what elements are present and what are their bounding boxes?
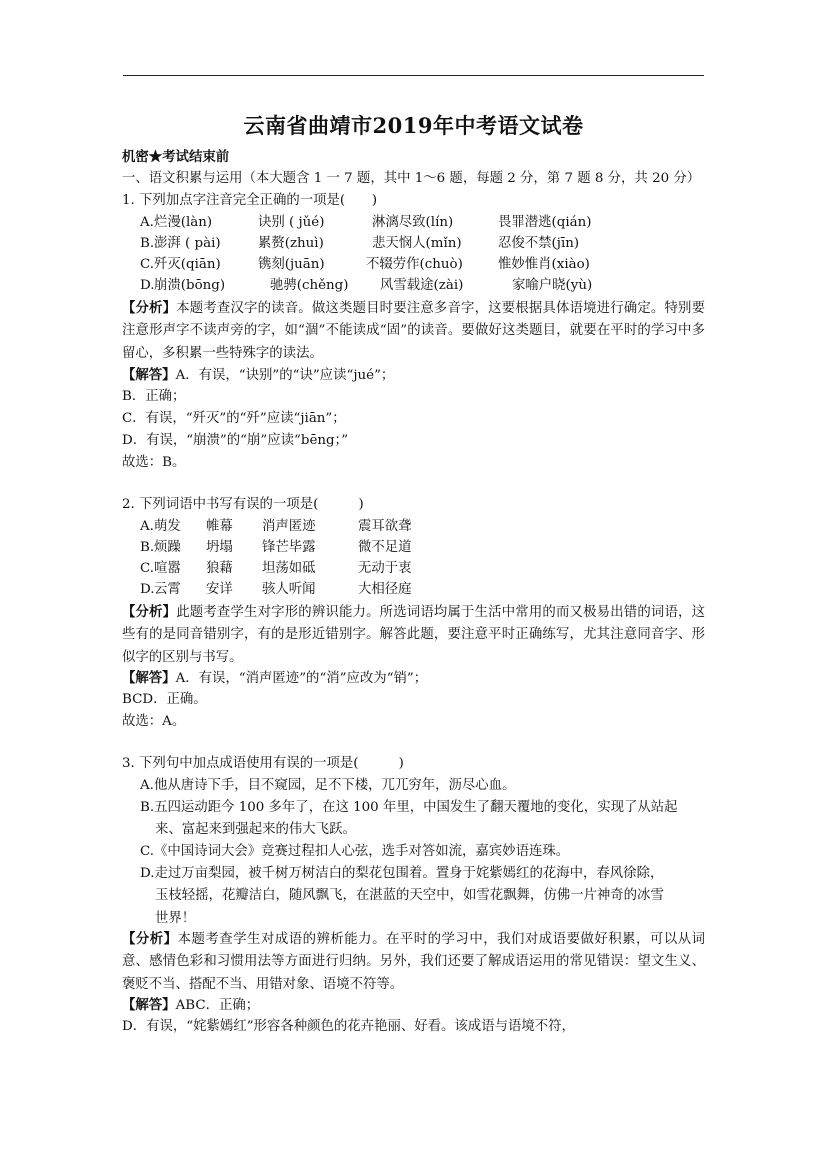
answer-line: A．有误，“诀别”的“诀”应读“jué”； [175,368,395,383]
option-label: C. [140,257,155,272]
option-word: 安详 [206,582,233,597]
option-label: A. [140,778,154,793]
answer-tag: 【解答】 [122,997,176,1013]
answer-line: 故选：A。 [122,714,186,729]
q1-analysis [122,297,705,365]
answer-line: A．有误，“消声匿迹”的“消”应改为“销”； [175,671,428,686]
section-heading: 一、语文积累与运用（本大题含 1 一 7 题，其中 1～6 题，每题 2 分，第 7 题 8 分，共 20 分） [122,171,701,186]
option-word: 驰骋(chěng) [270,278,349,293]
option-word: 不辍劳作(chuò) [366,257,463,272]
option-text-cont: 玉枝轻摇，花瓣洁白，随风飘飞，在湛蓝的天空中，如雪花飘舞，仿佛一片神奇的冰雪 [155,888,664,904]
option-word: 骇人听闻 [262,582,316,597]
q3-analysis [122,928,705,996]
option-word: 家喻户晓(yù) [512,278,593,293]
option-text: 走过万亩梨园，被千树万树洁白的梨花包围着。置身于姹紫嫣红的花海中，春风徐除， [154,866,664,881]
q1-answer [122,364,394,387]
option-word: 歼灭(qiān) [154,257,221,272]
option-word: 震耳欲聋 [358,519,412,534]
option-label: A. [140,519,154,534]
analysis-tag: 【分析】 [122,300,177,316]
analysis-text: 此题考查学生对字形的辨识能力。所选词语均属于生活中常用的而又极易出错的词语，这些有的是同音错别字，有的是形近错别字。解答此题，要注意平时正确练写，尤其注意同音字、形似字的区别与书写。 [122,605,705,665]
option-word: 累赘(zhuì) [258,236,324,251]
option-label: C. [140,844,155,859]
answer-line: D．有误，“崩溃”的“崩”应读“bēng；” [122,433,349,448]
option-word: 萌发 [154,519,181,534]
option-word: 惟妙惟肖(xiào) [498,257,590,272]
option-label: C. [140,561,155,576]
option-text-cont: 世界！ [155,910,196,926]
option-label: B. [140,800,155,815]
option-word: 畏罪潜逃(qián) [498,215,592,230]
answer-line: D．有误，“姹紫嫣红”形容各种颜色的花卉艳丽、好看。该成语与语境不符， [122,1019,575,1034]
q1-stem: 1. 下列加点字注音完全正确的一项是( ) [122,193,378,208]
page-title: 云南省曲靖市2019年中考语文试卷 [243,113,584,138]
q3-option-c [140,841,706,863]
option-word: 喧嚣 [154,561,181,576]
option-word: 消声匿迹 [262,519,316,534]
option-word: 淋漓尽致(lín) [372,215,454,230]
analysis-tag: 【分析】 [122,931,178,947]
option-word: 坦荡如砥 [262,561,316,576]
option-word: 云霄 [154,582,181,597]
option-word: 坍塌 [206,540,233,555]
option-word: 帷幕 [206,519,233,534]
option-label: B. [140,236,155,251]
option-text: 他从唐诗下手，目不窥园，足不下楼，兀兀穷年，沥尽心血。 [153,778,516,793]
answer-line: C．有误，“歼灭”的“歼”应读“jiān”； [122,411,346,426]
option-word: 无动于衷 [358,561,412,576]
q3-stem: 3. 下列句中加点成语使用有误的一项是( ) [122,756,404,771]
answer-tag: 【解答】 [122,367,176,383]
option-word: 烦躁 [154,540,181,555]
header-rule [123,75,704,76]
answer-line: ABC．正确； [175,998,260,1013]
q2-analysis [122,601,705,669]
option-word: 崩溃(bōng) [154,278,226,293]
option-word: 锋芒毕露 [262,540,316,555]
option-word: 镌刻(juān) [258,257,325,272]
answer-line: B．正确； [122,389,186,404]
option-word: 风雪载途(zài) [380,278,464,293]
option-text: 五四运动距今 100 多年了，在这 100 年里，中国发生了翻天覆地的变化，实现了从站起 [154,800,678,815]
q3-option-d [140,863,706,930]
option-label: B. [140,540,155,555]
answer-tag: 【解答】 [122,670,176,686]
option-label: A. [140,215,154,230]
option-word: 诀别 ( jǔé) [258,215,325,230]
option-word: 微不足道 [358,540,412,555]
analysis-text: 本题考查学生对成语的辨析能力。在平时的学习中，我们对成语要做好积累，可以从词意、感情色彩和习惯用法等方面进行归纳。另外，我们还要了解成语运用的常见错误：望文生义、褒贬不当、搭配不当、用错对象、语境不符等。 [122,932,706,992]
option-word: 烂漫(làn) [154,215,213,230]
option-text-cont: 来、富起来到强起来的伟大飞跃。 [155,822,356,838]
q2-stem: 2. 下列词语中书写有误的一项是( ) [122,497,364,512]
option-word: 悲天悯人(mǐn) [372,236,462,251]
q3-answer [122,994,259,1017]
analysis-text: 本题考查汉字的读音。做这类题目时要注意多音字，这要根据具体语境进行确定。特别要注意形声字不读声旁的字，如“涸”不能读成“固”的读音。要做好这类题目，就要在平时的学习中多留心，多积累一些特殊字的读法。 [122,301,705,361]
option-word: 大相径庭 [358,582,412,597]
option-label: D. [140,582,155,597]
answer-line: 故选：B。 [122,455,186,470]
option-label: D. [140,866,155,881]
answer-line: BCD．正确。 [122,692,207,707]
q3-option-a [140,775,706,797]
option-word: 澎湃 ( pài) [154,236,221,251]
option-text: 《中国诗词大会》竞赛过程扣人心弦，选手对答如流，嘉宾妙语连珠。 [154,844,570,859]
secret-mark: 机密★考试结束前 [122,149,230,165]
option-word: 忍俊不禁(jīn) [498,236,580,251]
q3-option-b [140,797,706,842]
analysis-tag: 【分析】 [122,604,177,620]
q2-answer [122,667,427,690]
option-word: 狼藉 [206,561,233,576]
option-label: D. [140,278,155,293]
